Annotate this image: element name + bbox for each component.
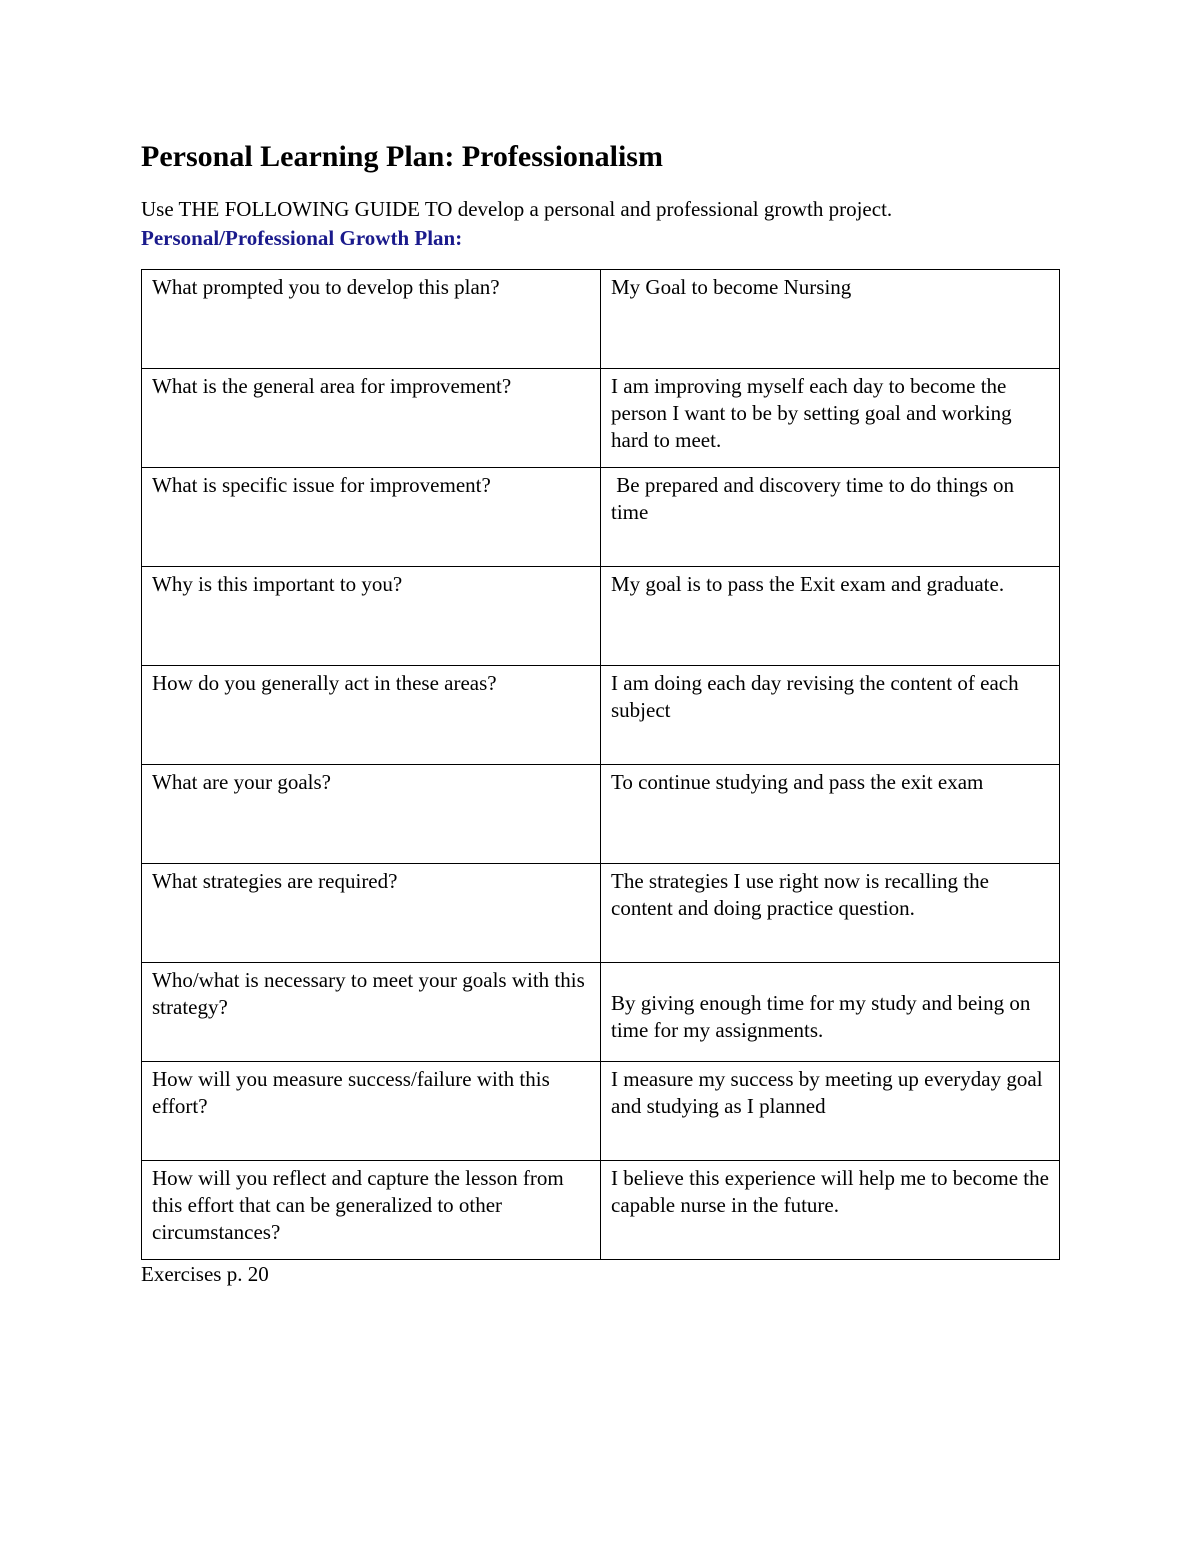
table-row [142,864,1060,963]
table-row [142,270,1060,369]
question-cell: Why is this important to you? [142,567,601,666]
answer-cell: The strategies I use right now is recalling the content and doing practice question. [601,864,1060,963]
footer-note: Exercises p. 20 [141,1262,269,1286]
question-cell: What prompted you to develop this plan? [142,270,601,369]
question-cell: What is specific issue for improvement? [142,468,601,567]
question-cell: How will you measure success/failure with this effort? [142,1062,601,1161]
question-cell: How will you reflect and capture the lesson from this effort that can be generalized to other circumstances? [142,1161,601,1260]
answer-cell: To continue studying and pass the exit exam [601,765,1060,864]
question-cell: How do you generally act in these areas? [142,666,601,765]
table-row [142,666,1060,765]
table-row [142,468,1060,567]
answer-cell: I am improving myself each day to become the person I want to be by setting goal and working hard to meet. [601,369,1060,468]
question-cell: Who/what is necessary to meet your goals with this strategy? [142,963,601,1062]
question-cell: What are your goals? [142,765,601,864]
answer-cell: My goal is to pass the Exit exam and graduate. [601,567,1060,666]
answer-cell: I believe this experience will help me to become the capable nurse in the future. [601,1161,1060,1260]
answer-cell: I measure my success by meeting up everyday goal and studying as I planned [601,1062,1060,1161]
page-title: Personal Learning Plan: Professionalism [141,140,663,173]
answer-cell: By giving enough time for my study and being on time for my assignments. [601,963,1060,1062]
question-cell: What strategies are required? [142,864,601,963]
section-heading: Personal/Professional Growth Plan: [141,226,463,250]
table-row [142,765,1060,864]
table-row [142,1161,1060,1260]
growth-plan-table [141,269,1060,1260]
table-row [142,1062,1060,1161]
table-row [142,369,1060,468]
answer-cell: My Goal to become Nursing [601,270,1060,369]
answer-cell: Be prepared and discovery time to do things on time [601,468,1060,567]
table-row [142,963,1060,1062]
instructions-text: Use THE FOLLOWING GUIDE TO develop a personal and professional growth project. [141,197,893,221]
question-cell: What is the general area for improvement? [142,369,601,468]
answer-cell: I am doing each day revising the content of each subject [601,666,1060,765]
table-row [142,567,1060,666]
